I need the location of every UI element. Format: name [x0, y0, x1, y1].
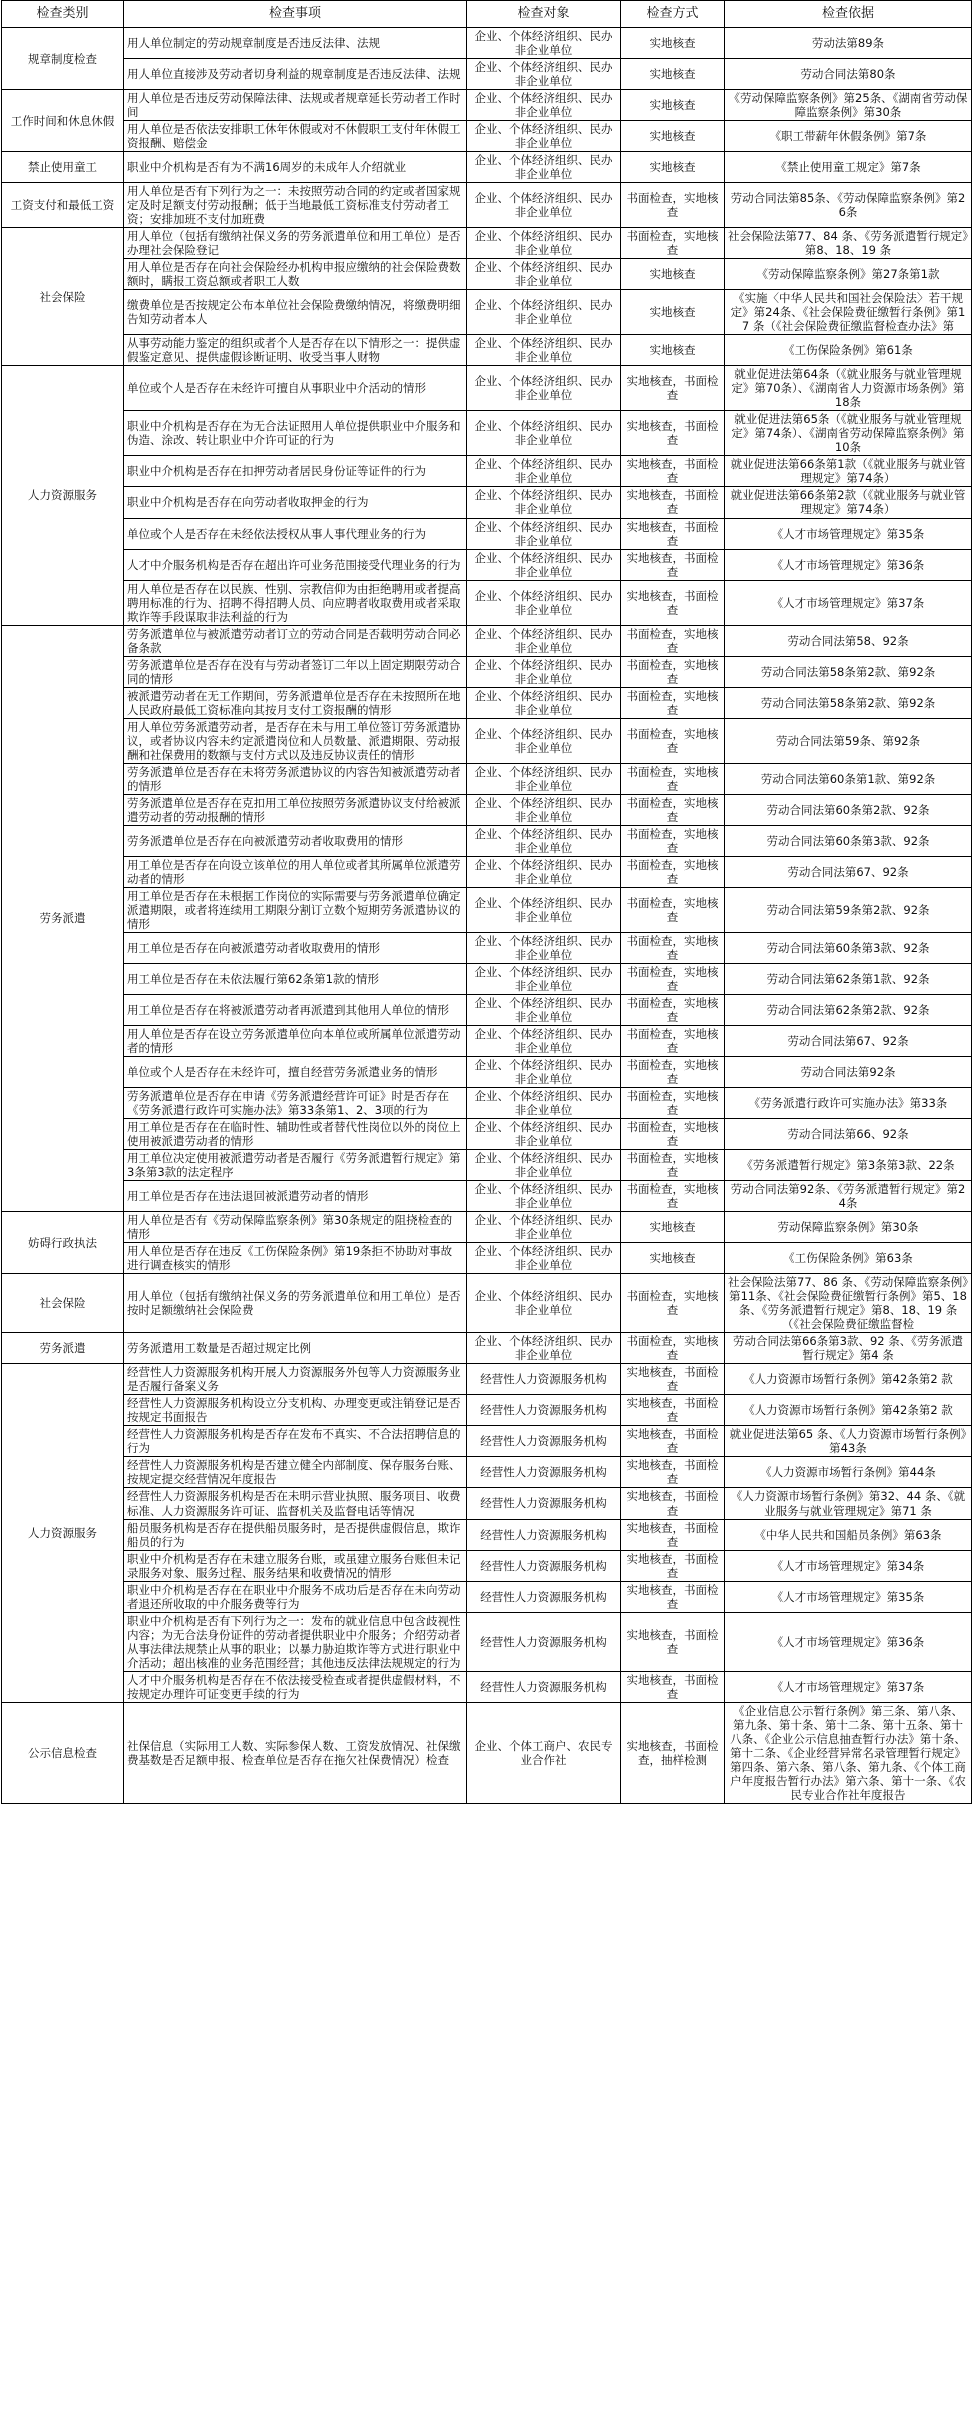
table-row	[2, 549, 972, 580]
inspection-method-cell: 实地核查	[621, 1243, 725, 1274]
table-row	[2, 1333, 972, 1364]
inspection-basis-cell: 《人力资源市场暂行条例》第42条第2 款	[725, 1364, 972, 1395]
inspection-object-cell: 企业、个体经济组织、民办非企业单位	[467, 1088, 621, 1119]
inspection-basis-cell: 劳动合同法第62条第1款、92条	[725, 963, 972, 994]
inspection-basis-cell: 《企业信息公示暂行条例》第三条、第八条、第九条、第十条、第十二条、第十五条、第十八条、《企业公示信息抽查暂行办法》第十条、第十二条、《企业经营异常名录管理暂行规定》第四条、第六条、第八条、第九条、《个体工商户年度报告暂行办法》第六条、第十一条、《农民专业合作社年度报告	[725, 1702, 972, 1803]
inspection-object-cell: 经营性人力资源服务机构	[467, 1519, 621, 1550]
inspection-basis-cell: 劳动合同法第58条第2款、第92条	[725, 687, 972, 718]
inspection-item-cell: 用工单位是否存在将被派遣劳动者再派遣到其他用人单位的情形	[124, 994, 467, 1025]
inspection-method-cell: 实地核查	[621, 259, 725, 290]
table-row	[2, 656, 972, 687]
category-cell: 劳务派遣	[2, 625, 124, 1212]
table-row	[2, 28, 972, 59]
inspection-object-cell: 企业、个体经济组织、民办非企业单位	[467, 183, 621, 228]
table-row	[2, 856, 972, 887]
table-row	[2, 1457, 972, 1488]
table-row	[2, 1426, 972, 1457]
inspection-object-cell: 企业、个体经济组织、民办非企业单位	[467, 121, 621, 152]
table-row	[2, 1212, 972, 1243]
inspection-basis-cell: 劳动合同法第60条第3款、92条	[725, 825, 972, 856]
inspection-basis-cell: 劳动保障监察条例》第30条	[725, 1212, 972, 1243]
table-row	[2, 580, 972, 625]
inspection-method-cell: 实地核查，书面检查	[621, 1519, 725, 1550]
inspection-method-cell: 实地核查，书面检查	[621, 1364, 725, 1395]
inspection-object-cell: 企业、个体经济组织、民办非企业单位	[467, 887, 621, 932]
inspection-method-cell: 实地核查	[621, 90, 725, 121]
inspection-basis-cell: 劳动合同法第58、92条	[725, 625, 972, 656]
inspection-object-cell: 企业、个体经济组织、民办非企业单位	[467, 1274, 621, 1333]
inspection-method-cell: 实地核查，书面检查	[621, 1395, 725, 1426]
inspection-method-cell: 书面检查，实地核查	[621, 1150, 725, 1181]
inspection-item-cell: 经营性人力资源服务机构设立分支机构、办理变更或注销登记是否按规定书面报告	[124, 1395, 467, 1426]
inspection-basis-cell: 劳动合同法第66条第3款、92 条、《劳务派遣暂行规定》第4 条	[725, 1333, 972, 1364]
inspection-basis-cell: 劳动合同法第59条、第92条	[725, 718, 972, 763]
table-row	[2, 1550, 972, 1581]
inspection-object-cell: 企业、个体经济组织、民办非企业单位	[467, 1026, 621, 1057]
inspection-method-cell: 实地核查	[621, 59, 725, 90]
category-cell: 社会保险	[2, 1274, 124, 1333]
table-row	[2, 1671, 972, 1702]
inspection-method-cell: 书面检查，实地核查	[621, 1088, 725, 1119]
inspection-method-cell: 实地核查	[621, 28, 725, 59]
table-row	[2, 487, 972, 518]
table-row	[2, 963, 972, 994]
inspection-object-cell: 企业、个体经济组织、民办非企业单位	[467, 625, 621, 656]
inspection-basis-cell: 就业促进法第64条（《就业服务与就业管理规定》第70条）、《湖南省人力资源市场条例》第18条	[725, 366, 972, 411]
inspection-object-cell: 企业、个体经济组织、民办非企业单位	[467, 487, 621, 518]
inspection-method-cell: 实地核查，书面检查	[621, 456, 725, 487]
inspection-basis-cell: 劳动合同法第67、92条	[725, 856, 972, 887]
table-row	[2, 1150, 972, 1181]
inspection-basis-cell: 社会保险法第77、86 条、《劳动保障监察条例》第11条、《社会保险费征缴暂行条例》第5、18 条、《劳务派遣暂行规定》第8、18、19 条（《社会保险费征缴监督检	[725, 1274, 972, 1333]
inspection-item-cell: 用人单位是否存在向社会保险经办机构申报应缴纳的社会保险费数额时，瞒报工资总额或者职工人数	[124, 259, 467, 290]
inspection-object-cell: 企业、个体经济组织、民办非企业单位	[467, 366, 621, 411]
inspection-object-cell: 企业、个体经济组织、民办非企业单位	[467, 411, 621, 456]
inspection-item-cell: 用工单位是否存在在临时性、辅助性或者替代性岗位以外的岗位上使用被派遣劳动者的情形	[124, 1119, 467, 1150]
inspection-basis-cell: 《人才市场管理规定》第37条	[725, 1671, 972, 1702]
inspection-method-cell: 书面检查，实地核查	[621, 625, 725, 656]
table-row	[2, 183, 972, 228]
inspection-basis-cell: 《劳动保障监察条例》第27条第1款	[725, 259, 972, 290]
inspection-object-cell: 企业、个体经济组织、民办非企业单位	[467, 687, 621, 718]
category-cell: 规章制度检查	[2, 28, 124, 90]
inspection-basis-cell: 劳动合同法第60条第1款、第92条	[725, 763, 972, 794]
inspection-method-cell: 实地核查	[621, 1212, 725, 1243]
table-body	[2, 28, 972, 1804]
inspection-item-cell: 缴费单位是否按规定公布本单位社会保险费缴纳情况，将缴费明细告知劳动者本人	[124, 290, 467, 335]
inspection-object-cell: 企业、个体经济组织、民办非企业单位	[467, 856, 621, 887]
inspection-object-cell: 企业、个体经济组织、民办非企业单位	[467, 152, 621, 183]
table-row	[2, 1181, 972, 1212]
inspection-object-cell: 企业、个体经济组织、民办非企业单位	[467, 456, 621, 487]
inspection-object-cell: 经营性人力资源服务机构	[467, 1426, 621, 1457]
inspection-basis-cell: 劳动合同法第85条、《劳动保障监察条例》第26条	[725, 183, 972, 228]
header-category: 检查类别	[2, 1, 124, 28]
table-row	[2, 59, 972, 90]
inspection-object-cell: 企业、个体经济组织、民办非企业单位	[467, 1333, 621, 1364]
inspection-item-cell: 经营性人力资源服务机构是否存在发布不真实、不合法招聘信息的行为	[124, 1426, 467, 1457]
inspection-item-cell: 劳务派遣单位是否存在申请《劳务派遣经营许可证》时是否存在《劳务派遣行政许可实施办法》第33条第1、2、3项的行为	[124, 1088, 467, 1119]
inspection-object-cell: 企业、个体工商户、农民专业合作社	[467, 1702, 621, 1803]
inspection-item-cell: 经营性人力资源服务机构是否在未明示营业执照、服务项目、收费标准、人力资源服务许可证、监督机关及监督电话等情况	[124, 1488, 467, 1519]
table-row	[2, 152, 972, 183]
inspection-basis-cell: 《中华人民共和国船员条例》第63条	[725, 1519, 972, 1550]
header-object: 检查对象	[467, 1, 621, 28]
inspection-basis-cell: 劳动合同法第58条第2款、第92条	[725, 656, 972, 687]
inspection-item-cell: 单位或个人是否存在未经许可，擅自经营劳务派遣业务的情形	[124, 1057, 467, 1088]
inspection-item-cell: 职业中介机构是否存在向劳动者收取押金的行为	[124, 487, 467, 518]
inspection-item-cell: 用人单位是否存在设立劳务派遣单位向本单位或所属单位派遣劳动者的情形	[124, 1026, 467, 1057]
inspection-object-cell: 企业、个体经济组织、民办非企业单位	[467, 794, 621, 825]
inspection-method-cell: 实地核查，书面检查	[621, 1550, 725, 1581]
inspection-basis-cell: 劳动合同法第60条第2款、92条	[725, 794, 972, 825]
inspection-object-cell: 企业、个体经济组织、民办非企业单位	[467, 28, 621, 59]
inspection-method-cell: 书面检查，实地核查	[621, 1057, 725, 1088]
inspection-basis-cell: 《劳务派遣行政许可实施办法》第33条	[725, 1088, 972, 1119]
inspection-object-cell: 经营性人力资源服务机构	[467, 1457, 621, 1488]
inspection-item-cell: 用人单位是否依法安排职工休年休假或对不休假职工支付年休假工资报酬、赔偿金	[124, 121, 467, 152]
inspection-basis-cell: 《人才市场管理规定》第35条	[725, 1581, 972, 1612]
inspection-item-cell: 劳务派遣单位是否存在向被派遣劳动者收取费用的情形	[124, 825, 467, 856]
inspection-basis-cell: 《人力资源市场暂行条例》第32、44 条、《就业服务与就业管理规定》第71 条	[725, 1488, 972, 1519]
inspection-item-cell: 用工单位是否存在未根据工作岗位的实际需要与劳务派遣单位确定派遣期限，或者将连续用工期限分割订立数个短期劳务派遣协议的情形	[124, 887, 467, 932]
category-cell: 禁止使用童工	[2, 152, 124, 183]
table-row	[2, 887, 972, 932]
inspection-item-cell: 职业中介机构是否存在在职业中介服务不成功后是否存在未向劳动者退还所收取的中介服务费等行为	[124, 1581, 467, 1612]
table-row	[2, 290, 972, 335]
inspection-method-cell: 实地核查，书面检查	[621, 580, 725, 625]
inspection-method-cell: 书面检查，实地核查	[621, 763, 725, 794]
table-row	[2, 625, 972, 656]
table-row	[2, 1274, 972, 1333]
inspection-object-cell: 企业、个体经济组织、民办非企业单位	[467, 656, 621, 687]
inspection-item-cell: 单位或个人是否存在未经依法授权从事人事代理业务的行为	[124, 518, 467, 549]
inspection-method-cell: 实地核查，书面检查	[621, 518, 725, 549]
inspection-method-cell: 书面检查，实地核查	[621, 1274, 725, 1333]
table-row	[2, 1243, 972, 1274]
inspection-item-cell: 经营性人力资源服务机构是否建立健全内部制度、保存服务台账、按规定提交经营情况年度报告	[124, 1457, 467, 1488]
inspection-object-cell: 企业、个体经济组织、民办非企业单位	[467, 825, 621, 856]
inspection-method-cell: 书面检查，实地核查	[621, 228, 725, 259]
category-cell: 工作时间和休息休假	[2, 90, 124, 152]
inspection-item-cell: 用工单位是否存在违法退回被派遣劳动者的情形	[124, 1181, 467, 1212]
table-row	[2, 456, 972, 487]
category-cell: 劳务派遣	[2, 1333, 124, 1364]
inspection-method-cell: 实地核查	[621, 121, 725, 152]
inspection-basis-cell: 劳动合同法第60条第3款、92条	[725, 932, 972, 963]
inspection-method-cell: 实地核查，书面检查	[621, 487, 725, 518]
inspection-basis-cell: 《人才市场管理规定》第36条	[725, 549, 972, 580]
table-row	[2, 366, 972, 411]
header-row	[2, 1, 972, 28]
inspection-basis-cell: 《实施〈中华人民共和国社会保险法〉若干规定》第24条、《社会保险费征缴暂行条例》第17 条（《社会保险费征缴监督检查办法》第	[725, 290, 972, 335]
category-cell: 公示信息检查	[2, 1702, 124, 1803]
table-row	[2, 1026, 972, 1057]
category-cell: 社会保险	[2, 228, 124, 366]
inspection-basis-cell: 《人才市场管理规定》第35条	[725, 518, 972, 549]
inspection-item-cell: 被派遣劳动者在无工作期间，劳务派遣单位是否存在未按照所在地人民政府最低工资标准向其按月支付工资报酬的情形	[124, 687, 467, 718]
inspection-object-cell: 企业、个体经济组织、民办非企业单位	[467, 1243, 621, 1274]
inspection-object-cell: 企业、个体经济组织、民办非企业单位	[467, 580, 621, 625]
inspection-basis-cell: 劳动合同法第92条	[725, 1057, 972, 1088]
inspection-object-cell: 经营性人力资源服务机构	[467, 1550, 621, 1581]
inspection-object-cell: 企业、个体经济组织、民办非企业单位	[467, 1212, 621, 1243]
inspection-table	[1, 0, 972, 1804]
category-cell: 工资支付和最低工资	[2, 183, 124, 228]
inspection-item-cell: 职业中介机构是否有为不满16周岁的未成年人介绍就业	[124, 152, 467, 183]
table-row	[2, 1088, 972, 1119]
inspection-object-cell: 企业、个体经济组织、民办非企业单位	[467, 518, 621, 549]
inspection-object-cell: 企业、个体经济组织、民办非企业单位	[467, 718, 621, 763]
inspection-item-cell: 劳务派遣单位是否存在没有与劳动者签订二年以上固定期限劳动合同的情形	[124, 656, 467, 687]
inspection-object-cell: 企业、个体经济组织、民办非企业单位	[467, 1119, 621, 1150]
inspection-method-cell: 实地核查，书面检查	[621, 366, 725, 411]
table-row	[2, 411, 972, 456]
inspection-basis-cell: 《职工带薪年休假条例》第7条	[725, 121, 972, 152]
table-row	[2, 1612, 972, 1671]
header-item: 检查事项	[124, 1, 467, 28]
inspection-item-cell: 单位或个人是否存在未经许可擅自从事职业中介活动的情形	[124, 366, 467, 411]
header-basis: 检查依据	[725, 1, 972, 28]
inspection-method-cell: 书面检查，实地核查	[621, 687, 725, 718]
inspection-basis-cell: 劳动合同法第59条第2款、92条	[725, 887, 972, 932]
table-row	[2, 1702, 972, 1803]
inspection-basis-cell: 《人才市场管理规定》第36条	[725, 1612, 972, 1671]
inspection-basis-cell: 就业促进法第65条（《就业服务与就业管理规定》第74条）、《湖南省劳动保障监察条例》第10条	[725, 411, 972, 456]
inspection-item-cell: 用人单位制定的劳动规章制度是否违反法律、法规	[124, 28, 467, 59]
table-row	[2, 518, 972, 549]
table-row	[2, 994, 972, 1025]
category-cell: 人力资源服务	[2, 1364, 124, 1702]
inspection-method-cell: 实地核查，书面检查	[621, 1612, 725, 1671]
inspection-item-cell: 人才中介服务机构是否存在不依法接受检查或者提供虚假材料，不按规定办理许可证变更手续的行为	[124, 1671, 467, 1702]
inspection-item-cell: 用人单位是否有《劳动保障监察条例》第30条规定的阻挠检查的情形	[124, 1212, 467, 1243]
inspection-item-cell: 用工单位是否存在未依法履行第62条第1款的情形	[124, 963, 467, 994]
table-row	[2, 718, 972, 763]
table-row	[2, 259, 972, 290]
inspection-basis-cell: 劳动合同法第67、92条	[725, 1026, 972, 1057]
table-row	[2, 335, 972, 366]
table-row	[2, 1057, 972, 1088]
inspection-item-cell: 用人单位是否存在违反《工伤保险条例》第19条拒不协助对事故进行调查核实的情形	[124, 1243, 467, 1274]
inspection-item-cell: 社保信息（实际用工人数、实际参保人数、工资发放情况、社保缴费基数是否足额申报、检查单位是否存在拖欠社保费情况）检查	[124, 1702, 467, 1803]
inspection-item-cell: 用人单位劳务派遣劳动者，是否存在未与用工单位签订劳务派遣协议，或者协议内容未约定派遣岗位和人员数量、派遣期限、劳动报酬和社保费用的数额与支付方式以及违反协议责任的情形	[124, 718, 467, 763]
inspection-object-cell: 企业、个体经济组织、民办非企业单位	[467, 994, 621, 1025]
inspection-object-cell: 企业、个体经济组织、民办非企业单位	[467, 1181, 621, 1212]
inspection-basis-cell: 《劳动保障监察条例》第25条、《湖南省劳动保障监察条例》第30条	[725, 90, 972, 121]
inspection-item-cell: 职业中介机构是否存在扣押劳动者居民身份证等证件的行为	[124, 456, 467, 487]
inspection-method-cell: 书面检查，实地核查	[621, 932, 725, 963]
inspection-item-cell: 用工单位是否存在向设立该单位的用人单位或者其所属单位派遣劳动者的情形	[124, 856, 467, 887]
inspection-object-cell: 企业、个体经济组织、民办非企业单位	[467, 932, 621, 963]
inspection-method-cell: 实地核查，书面检查，抽样检测	[621, 1702, 725, 1803]
table-row	[2, 1395, 972, 1426]
inspection-method-cell: 实地核查，书面检查	[621, 1426, 725, 1457]
table-row	[2, 1581, 972, 1612]
inspection-object-cell: 企业、个体经济组织、民办非企业单位	[467, 90, 621, 121]
inspection-object-cell: 经营性人力资源服务机构	[467, 1671, 621, 1702]
table-row	[2, 1519, 972, 1550]
inspection-method-cell: 书面检查，实地核查	[621, 1119, 725, 1150]
inspection-method-cell: 实地核查，书面检查	[621, 1581, 725, 1612]
inspection-basis-cell: 《工伤保险条例》第61条	[725, 335, 972, 366]
inspection-object-cell: 经营性人力资源服务机构	[467, 1395, 621, 1426]
inspection-basis-cell: 劳动合同法第80条	[725, 59, 972, 90]
inspection-method-cell: 实地核查，书面检查	[621, 1457, 725, 1488]
inspection-method-cell: 书面检查，实地核查	[621, 794, 725, 825]
inspection-object-cell: 经营性人力资源服务机构	[467, 1364, 621, 1395]
inspection-basis-cell: 《劳务派遣暂行规定》第3条第3款、22条	[725, 1150, 972, 1181]
inspection-object-cell: 企业、个体经济组织、民办非企业单位	[467, 335, 621, 366]
inspection-object-cell: 企业、个体经济组织、民办非企业单位	[467, 259, 621, 290]
inspection-item-cell: 用人单位（包括有缴纳社保义务的劳务派遣单位和用工单位）是否按时足额缴纳社会保险费	[124, 1274, 467, 1333]
inspection-basis-cell: 就业促进法第66条第1款（《就业服务与就业管理规定》第74条）	[725, 456, 972, 487]
inspection-method-cell: 实地核查	[621, 335, 725, 366]
inspection-method-cell: 实地核查	[621, 290, 725, 335]
table-row	[2, 121, 972, 152]
inspection-item-cell: 用人单位（包括有缴纳社保义务的劳务派遣单位和用工单位）是否办理社会保险登记	[124, 228, 467, 259]
table-row	[2, 763, 972, 794]
table-row	[2, 687, 972, 718]
inspection-object-cell: 企业、个体经济组织、民办非企业单位	[467, 549, 621, 580]
inspection-basis-cell: 就业促进法第66条第2款（《就业服务与就业管理规定》第74条）	[725, 487, 972, 518]
inspection-object-cell: 企业、个体经济组织、民办非企业单位	[467, 59, 621, 90]
inspection-item-cell: 从事劳动能力鉴定的组织或者个人是否存在以下情形之一：提供虚假鉴定意见、提供虚假诊断证明、收受当事人财物	[124, 335, 467, 366]
inspection-item-cell: 用人单位是否存在以民族、性别、宗教信仰为由拒绝聘用或者提高聘用标准的行为、招聘不得招聘人员、向应聘者收取费用或者采取欺诈等手段谋取非法利益的行为	[124, 580, 467, 625]
inspection-method-cell: 实地核查，书面检查	[621, 411, 725, 456]
inspection-basis-cell: 《人力资源市场暂行条例》第42条第2 款	[725, 1395, 972, 1426]
inspection-object-cell: 经营性人力资源服务机构	[467, 1581, 621, 1612]
inspection-object-cell: 企业、个体经济组织、民办非企业单位	[467, 228, 621, 259]
inspection-basis-cell: 《人才市场管理规定》第37条	[725, 580, 972, 625]
table-row	[2, 228, 972, 259]
inspection-basis-cell: 劳动合同法第62条第2款、92条	[725, 994, 972, 1025]
inspection-basis-cell: 劳动合同法第66、92条	[725, 1119, 972, 1150]
inspection-method-cell: 书面检查，实地核查	[621, 183, 725, 228]
inspection-method-cell: 书面检查，实地核查	[621, 718, 725, 763]
inspection-item-cell: 用人单位直接涉及劳动者切身利益的规章制度是否违反法律、法规	[124, 59, 467, 90]
inspection-basis-cell: 劳动法第89条	[725, 28, 972, 59]
inspection-item-cell: 用工单位决定使用被派遣劳动者是否履行《劳务派遣暂行规定》第3条第3款的法定程序	[124, 1150, 467, 1181]
inspection-basis-cell: 劳动合同法第92条、《劳务派遣暂行规定》第24条	[725, 1181, 972, 1212]
table-row	[2, 1119, 972, 1150]
inspection-object-cell: 企业、个体经济组织、民办非企业单位	[467, 763, 621, 794]
inspection-method-cell: 实地核查	[621, 152, 725, 183]
table-row	[2, 1488, 972, 1519]
table-row	[2, 1364, 972, 1395]
header-method: 检查方式	[621, 1, 725, 28]
inspection-method-cell: 书面检查，实地核查	[621, 1026, 725, 1057]
inspection-method-cell: 书面检查，实地核查	[621, 825, 725, 856]
inspection-object-cell: 企业、个体经济组织、民办非企业单位	[467, 963, 621, 994]
inspection-item-cell: 劳务派遣单位与被派遣劳动者订立的劳动合同是否载明劳动合同必备条款	[124, 625, 467, 656]
inspection-item-cell: 经营性人力资源服务机构开展人力资源服务外包等人力资源服务业是否履行备案义务	[124, 1364, 467, 1395]
inspection-method-cell: 书面检查，实地核查	[621, 856, 725, 887]
table-row	[2, 90, 972, 121]
inspection-object-cell: 经营性人力资源服务机构	[467, 1488, 621, 1519]
inspection-method-cell: 书面检查，实地核查	[621, 963, 725, 994]
inspection-method-cell: 实地核查，书面检查	[621, 1488, 725, 1519]
inspection-object-cell: 企业、个体经济组织、民办非企业单位	[467, 290, 621, 335]
inspection-item-cell: 用人单位是否有下列行为之一：未按照劳动合同的约定或者国家规定及时足额支付劳动报酬；低于当地最低工资标准支付劳动者工资；安排加班不支付加班费	[124, 183, 467, 228]
table-row	[2, 794, 972, 825]
inspection-item-cell: 职业中介机构是否存在未建立服务台账，或虽建立服务台账但未记录服务对象、服务过程、服务结果和收费情况的情形	[124, 1550, 467, 1581]
inspection-method-cell: 书面检查，实地核查	[621, 656, 725, 687]
inspection-method-cell: 书面检查，实地核查	[621, 1333, 725, 1364]
inspection-item-cell: 劳务派遣单位是否存在克扣用工单位按照劳务派遣协议支付给被派遣劳动者的劳动报酬的情形	[124, 794, 467, 825]
inspection-item-cell: 劳务派遣单位是否存在未将劳务派遣协议的内容告知被派遣劳动者的情形	[124, 763, 467, 794]
inspection-item-cell: 劳务派遣用工数量是否超过规定比例	[124, 1333, 467, 1364]
inspection-object-cell: 企业、个体经济组织、民办非企业单位	[467, 1057, 621, 1088]
inspection-method-cell: 书面检查，实地核查	[621, 994, 725, 1025]
inspection-item-cell: 用人单位是否违反劳动保障法律、法规或者规章延长劳动者工作时间	[124, 90, 467, 121]
inspection-basis-cell: 《工伤保险条例》第63条	[725, 1243, 972, 1274]
inspection-method-cell: 书面检查，实地核查	[621, 887, 725, 932]
inspection-basis-cell: 社会保险法第77、84 条、《劳务派遣暂行规定》第8、18、19 条	[725, 228, 972, 259]
table-row	[2, 932, 972, 963]
inspection-basis-cell: 《人才市场管理规定》第34条	[725, 1550, 972, 1581]
inspection-item-cell: 职业中介机构是否存在为无合法证照用人单位提供职业中介服务和伪造、涂改、转让职业中介许可证的行为	[124, 411, 467, 456]
inspection-method-cell: 实地核查，书面检查	[621, 549, 725, 580]
inspection-basis-cell: 《人力资源市场暂行条例》第44条	[725, 1457, 972, 1488]
category-cell: 妨碍行政执法	[2, 1212, 124, 1274]
inspection-method-cell: 书面检查，实地核查	[621, 1181, 725, 1212]
inspection-object-cell: 经营性人力资源服务机构	[467, 1612, 621, 1671]
inspection-basis-cell: 《禁止使用童工规定》第7条	[725, 152, 972, 183]
inspection-item-cell: 职业中介机构是否有下列行为之一：发布的就业信息中包含歧视性内容；为无合法身份证件的劳动者提供职业中介服务；介绍劳动者从事法律法规禁止从事的职业；以暴力胁迫欺诈等方式进行职业中介活动；超出核准的业务范围经营；其他违反法律法规规定的行为	[124, 1612, 467, 1671]
inspection-item-cell: 人才中介服务机构是否存在超出许可业务范围接受代理业务的行为	[124, 549, 467, 580]
inspection-item-cell: 船员服务机构是否存在提供船员服务时，是否提供虚假信息，欺诈船员的行为	[124, 1519, 467, 1550]
category-cell: 人力资源服务	[2, 366, 124, 625]
inspection-basis-cell: 就业促进法第65 条、《人力资源市场暂行条例》第43条	[725, 1426, 972, 1457]
table-row	[2, 825, 972, 856]
inspection-item-cell: 用工单位是否存在向被派遣劳动者收取费用的情形	[124, 932, 467, 963]
inspection-object-cell: 企业、个体经济组织、民办非企业单位	[467, 1150, 621, 1181]
inspection-method-cell: 实地核查，书面检查	[621, 1671, 725, 1702]
